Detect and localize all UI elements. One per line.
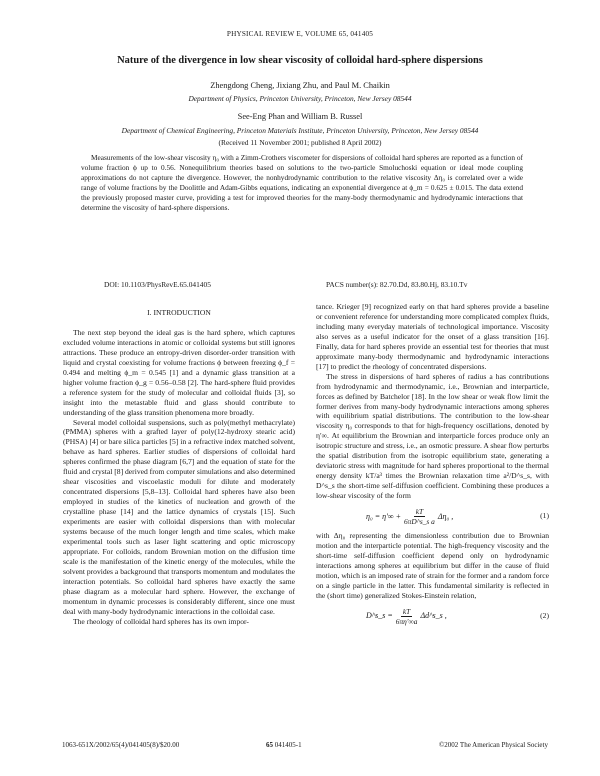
equation-2-rhs: Δd^s_s , bbox=[420, 611, 447, 621]
equation-1-fraction bbox=[404, 507, 435, 526]
authors-group-2: See-Eng Phan and William B. Russel bbox=[237, 112, 363, 121]
equation-2-lhs: D^s_s = bbox=[366, 611, 393, 621]
received-date: (Received 11 November 2001; published 8 April 2002) bbox=[218, 138, 382, 147]
journal-header: PHYSICAL REVIEW E, VOLUME 65, 041405 bbox=[226, 30, 374, 38]
affiliation-1: Department of Physics, Princeton University, Princeton, New Jersey 08544 bbox=[188, 94, 412, 103]
right-column bbox=[316, 302, 549, 631]
authors-group-1: Zhengdong Cheng, Jixiang Zhu, and Paul M. Chaikin bbox=[210, 81, 390, 90]
paragraph: tance. Krieger [9] recognized early on that hard spheres provide a baseline or convenient reference for understanding more complicated complex fluids, including many everyday materials of technological importance. Viscosity also serves as a useful indicator for the onset of a glass transition [16]. Finally, data for hard spheres provide an essential test for theories that must approximate many-body thermodynamic and hydrodynamic interactions [17] to predict the rheology of concentrated dispersions. bbox=[316, 302, 549, 371]
paragraph: The next step beyond the ideal gas is the hard sphere, which captures excluded volume interactions in atomic or colloidal systems but still ignores attractions. These produce an entropy-driven disorder-order transition with liquid and crystal coexisting for volume fractions ϕ between freezing ϕ_f = 0.494 and melting ϕ_m = 0.545 [1] and a dynamic glass transition at a higher volume fraction ϕ_g = 0.56–0.58 [2]. The hard-sphere fluid provides a reference system for the study of molecular and colloidal fluids [3], so insight into the metastable fluid and glass should contribute to understanding of the glass transition phenomena more broadly. bbox=[63, 327, 295, 417]
equation-1-rhs: Δη₀ , bbox=[437, 511, 454, 521]
equation-2-number: (2) bbox=[540, 610, 549, 620]
equation-1-lhs: η₀ = η′∞ + bbox=[366, 511, 401, 521]
paper-title: Nature of the divergence in low shear viscosity of colloidal hard-sphere dispersions bbox=[117, 55, 483, 66]
footer-volume: 65 bbox=[266, 741, 273, 749]
equation-2 bbox=[316, 601, 549, 631]
footer-copyright: ©2002 The American Physical Society bbox=[438, 741, 548, 749]
affiliation-2: Department of Chemical Engineering, Princeton Materials Institute, Princeton University, Princeton, New Jersey 08544 bbox=[121, 126, 479, 135]
doi: DOI: 10.1103/PhysRevE.65.041405 bbox=[104, 280, 211, 289]
equation-2-numerator: kT bbox=[402, 606, 411, 616]
paragraph: with Δη₀ representing the dimensionless contribution due to Brownian motion and the interparticle potential. The high-frequency viscosity and the short-time self-diffusion coefficient depend only on hydrodynamic interactions among spheres at equilibrium but differ in the cause of fluid motion, which is an imposed rate of strain for the former and a random force on a single particle in the latter. This fundamental similarity is reflected in the (short time) generalized Stokes-Einstein relation, bbox=[316, 531, 550, 600]
footer-issn: 1063-651X/2002/65(4)/041405(8)/$20.00 bbox=[62, 741, 180, 749]
section-heading: I. INTRODUCTION bbox=[147, 308, 211, 317]
equation-2-denominator: 6πη′∞a bbox=[395, 616, 418, 626]
paragraph: The rheology of colloidal hard spheres has its own impor- bbox=[73, 616, 249, 626]
footer-page bbox=[266, 741, 302, 749]
paragraph: The stress in dispersions of hard spheres of radius a has contributions from hydrodynamic and thermodynamic, i.e., Brownian and interparticle, forces as defined by Batchelor [18]. In the low shear or weak flow limit the former derives from many-body hydrodynamic interactions among spheres with equilibrium spatial distributions. The contribution to the low-shear viscosity η₀ corresponds to that for high-frequency oscillations, denoted by η′∞. At equilibrium the Brownian and interparticle forces produce only an isotropic structure and stress, i.e., an osmotic pressure. A shear flow perturbs the spatial distribution from the isotropic equilibrium state, generating a deviatoric stress with magnitude for hard spheres proportional to the thermal energy density kT/a³ times the Brownian relaxation time a²/D^s_s, with D^s_s the short-time self-diffusion coefficient. Combining these produces a low-shear viscosity of the form bbox=[316, 371, 549, 501]
equation-1-number: (1) bbox=[540, 511, 549, 521]
abstract: Measurements of the low-shear viscosity η₀ with a Zimm-Crothers viscometer for dispersions of colloidal hard spheres are reported as a function of volume fraction ϕ up to 0.56. Nonequilibrium theories based on solutions to the two-particle Smoluchoski equation or ideal mode coupling approximations do not capture the divergence. However, the nonhydrodynamic contribution to the relative viscosity Δη₀ is correlated over a wide range of volume fractions by the Doolittle and Adam-Gibbs equations, indicating an exponential divergence at ϕ_m = 0.625 ± 0.015. The data extend the previously proposed master curve, providing a test for improved theories for the many-body thermodynamic and hydrodynamic interactions that determine the viscosity of hard-sphere dispersions. bbox=[81, 153, 523, 213]
left-column bbox=[63, 302, 295, 627]
equation-1-numerator: kT bbox=[415, 507, 424, 517]
paragraph: Several model colloidal suspensions, such as poly(methyl methacrylate) (PMMA) spheres with a grafted layer of poly(12-hydroxy stearic acid) (PHSA) [4] or bare silica particles [5] in a refractive index matched solvent, behave as hard spheres. Earlier studies of dispersions of colloidal hard spheres confirmed the phase diagram [6,7] and the equation of state for the fluid and crystal [8] derived from computer simulations and also determined shear viscosities and viscoelastic moduli for dilute and moderately concentrated dispersions [5,8–13]. Colloidal hard spheres have also been employed in studies of the kinetics of nucleation and growth of the crystalline phase [14] and the lattice dynamics of crystals [15]. Such experiments are easier with colloidal dispersions than with molecular systems because of the much longer length and time scales, which make experimental tools such as laser light scattering and optic microscopy appropriate. For colloids, random Brownian motion on the diffusion time scale is the manifestation of the kinetic energy of the molecules, while the solvent provides a background that transports momentum and modulates the interaction potentials. So colloidal hard spheres have exactly the same phase diagram as a molecular hard sphere. However, the exchange of momentum in dynamic processes is considerably different, since one must deal with many-body hydrodynamic interactions in the colloidal case. bbox=[63, 417, 295, 616]
pacs-numbers: PACS number(s): 82.70.Dd, 83.80.Hj, 83.10.Tv bbox=[326, 280, 468, 289]
equation-1 bbox=[316, 501, 549, 531]
equation-2-fraction bbox=[396, 607, 418, 626]
equation-1-denominator: 6πD^s_s a bbox=[403, 517, 435, 527]
footer-article-number: 041405-1 bbox=[274, 741, 302, 749]
